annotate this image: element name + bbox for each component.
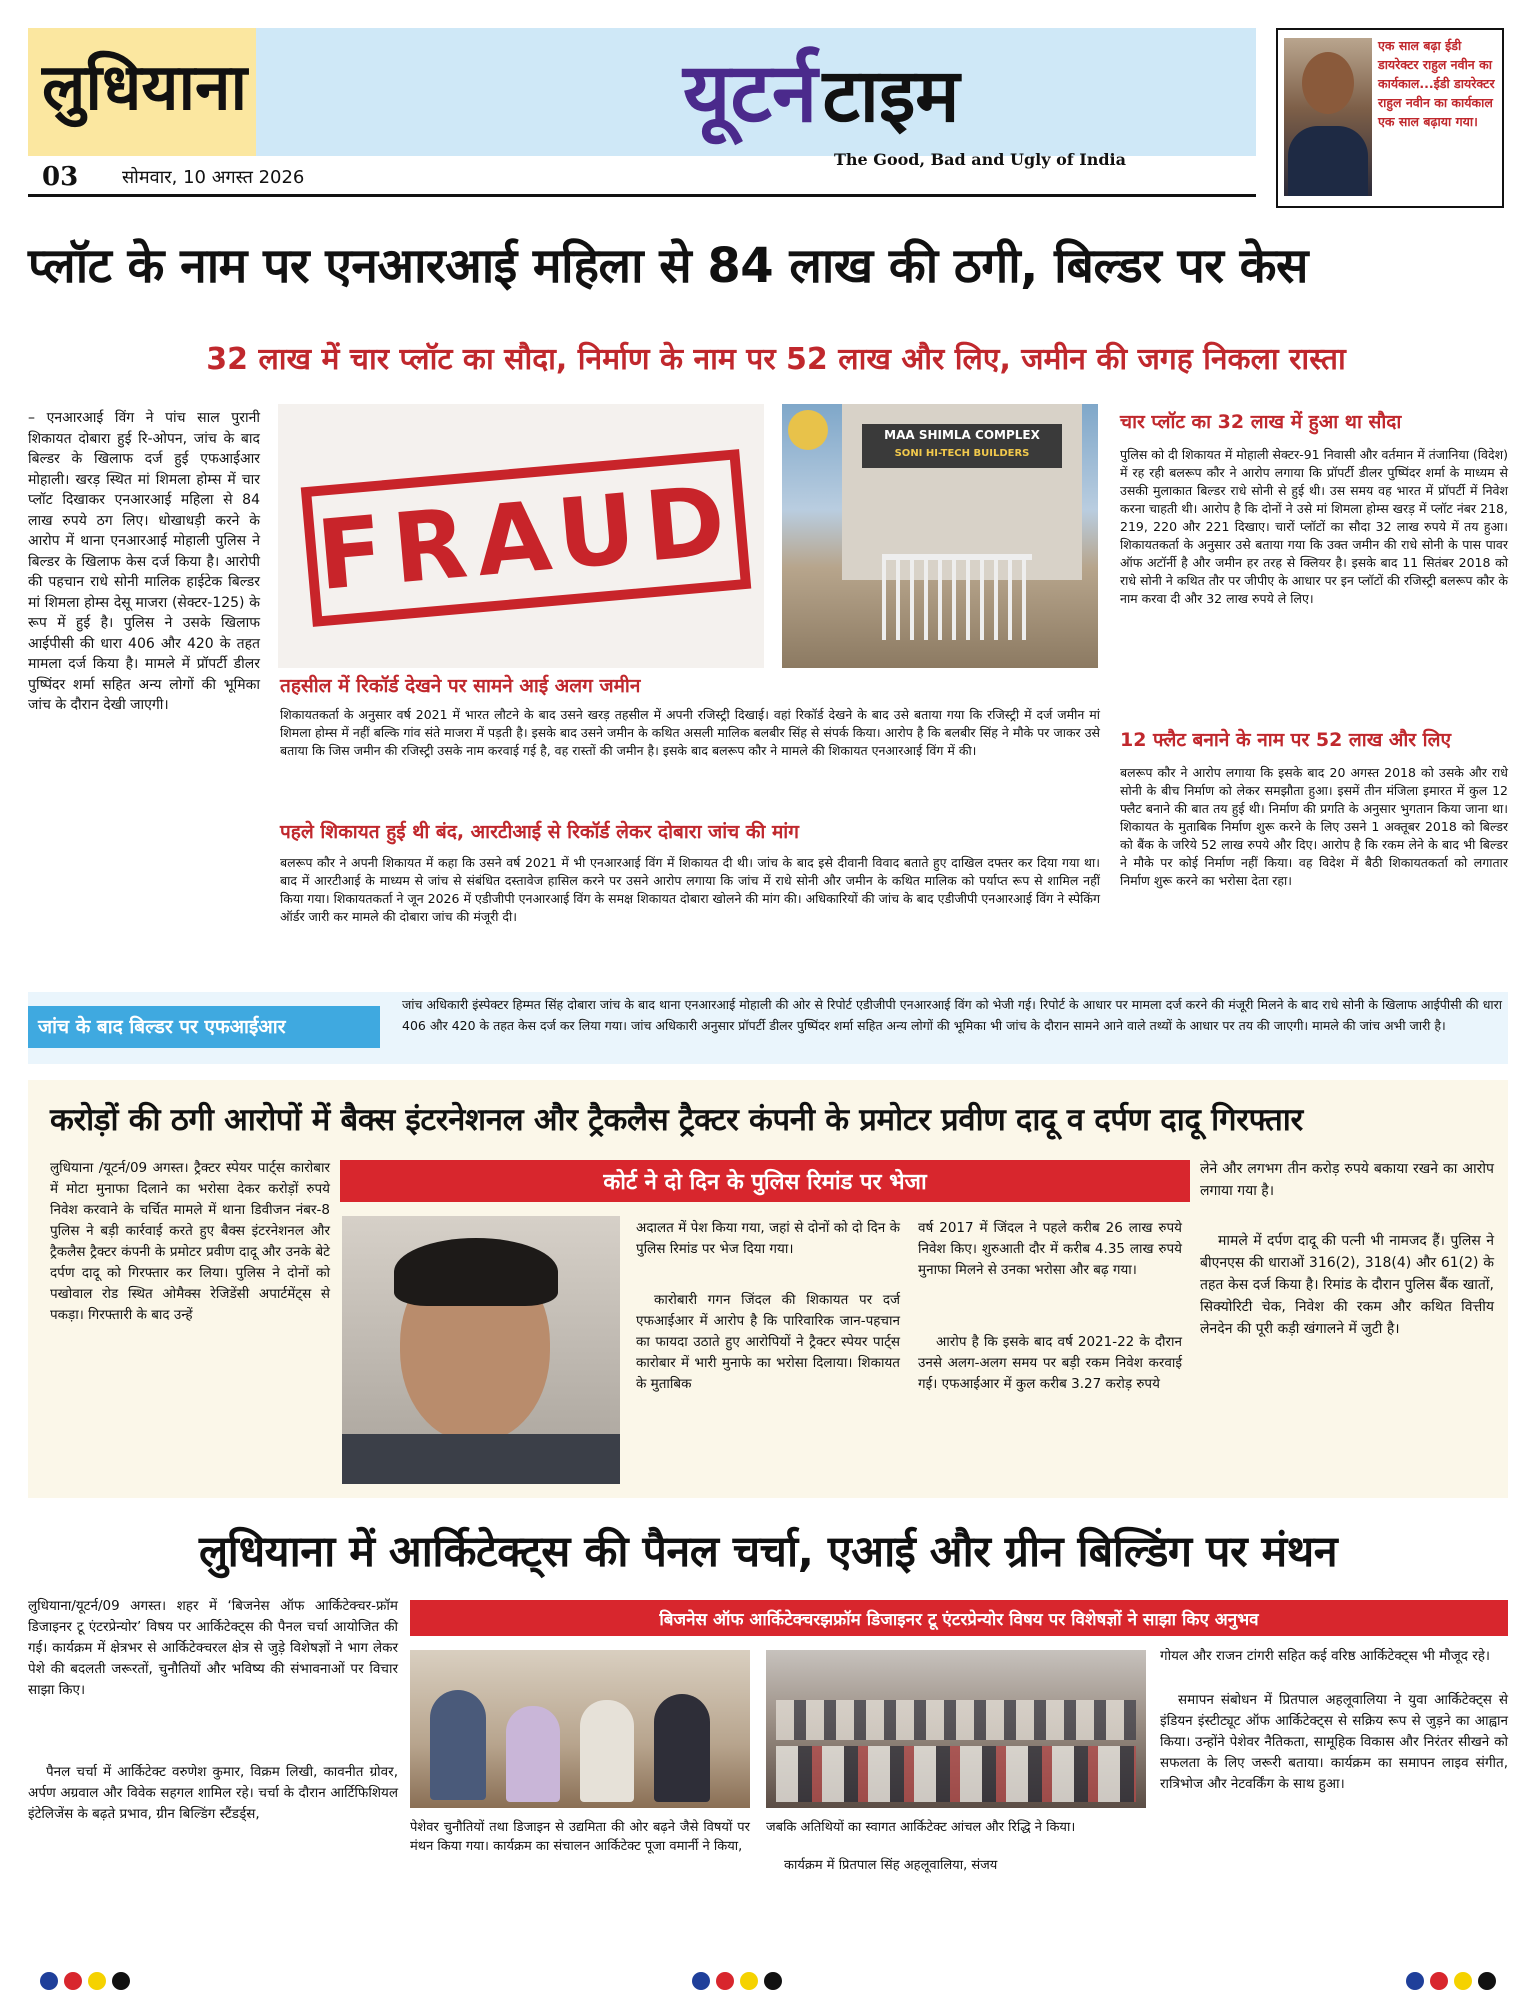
fraud-stamp [301,449,752,627]
story2-col4a: लेने और लगभग तीन करोड़ रुपये बकाया रखने का आरोप लगाया गया है। [1200,1161,1494,1199]
reg-dot-black [1478,1972,1496,1990]
brand-logo [683,46,960,156]
panel-photo-caption: पेशेवर चुनौतियों तथा डिजाइन से उद्यमिता की ओर बढ़ने जैसे विषयों पर मंथन किया गया। कार्यक्रम का संचालन आर्किटेक्ट पूजा वमार्नी ने किया, [410,1820,750,1854]
page-number: 03 [42,162,79,192]
story2-red-banner-text: कोर्ट ने दो दिन के पुलिस रिमांड पर भेजा [603,1170,927,1195]
story1-left-column: – एनआरआई विंग ने पांच साल पुरानी शिकायत दोबारा हुई रि-ओपन, जांच के बाद बिल्डर के खिलाफ दर्ज हुई एफआईआर मोहाली। खरड़ स्थित मां शिमला होम्स में चार प्लॉट दिखाकर एनआरआई महिला से 84 लाख रुपये ठग लिए। धोखाधड़ी करने के आरोप में थाना एनआरआई मोहाली पुलिस ने बिल्डर के खिलाफ केस दर्ज किया है। आरोपी की पहचान राधे सोनी मालिक हाईटेक बिल्डर मां शिमला होम्स देसू माजरा (सेक्टर-125) के रूप में हुई है। पुलिस ने उसके खिलाफ आईपीसी की धारा 406 और 420 के तहत मामला दर्ज किया है। मामले में प्रॉपर्टी डीलर पुष्पिंदर शर्मा सहित अन्य लोगों की भूमिका जांच के दौरान देखी जाएगी। [28,410,260,713]
panel-person-4 [654,1694,710,1802]
panel-person-1 [430,1690,486,1800]
story2-col2a: अदालत में पेश किया गया, जहां से दोनों को दो दिन के पुलिस रिमांड पर भेज दिया गया। [636,1220,900,1257]
reg-dot-yellow [740,1972,758,1990]
story1-section3-body: पुलिस को दी शिकायत में मोहाली सेक्टर-91 निवासी और वर्तमान में तंजानिया (विदेश) में रह रही बलरूप कौर ने आरोप लगाया कि प्रॉपर्टी डीलर पुष्पिंदर शर्मा के माध्यम से उसकी मुलाकात बिल्डर राधे सोनी से हुई थी। उस समय वह भारत में प्रॉपर्टी में निवेश करना चाहती थी। आरोप है कि दोनों ने उसे मां शिमला होम्स खरड़ में प्लॉट नंबर 218, 219, 220 और 221 दिखाए। चारों प्लॉटों का सौदा 32 लाख रुपये में तय हुआ। शिकायतकर्ता के अनुसार उसे बताया गया कि उक्त जमीन की राधे सोनी के पास पावर ऑफ अटॉर्नी है और जमीन हर तरह से क्लियर है। इसके बाद 11 सितंबर 2018 को राधे सोनी ने कथित तौर पर जीपीए के आधार पर इन प्लॉटों की रजिस्ट्री बलरूप कौर के नाम करवा दी और 32 लाख रुपये ले लिए। [1120,447,1509,606]
brand-part2: टाइम [822,53,960,139]
tagline: The Good, Bad and Ugly of India [834,150,1126,169]
panel-person-3 [580,1700,634,1802]
brand-part1: यूटर्न [683,46,818,141]
story1-section3-title: चार प्लॉट का 32 लाख में हुआ था सौदा [1120,411,1402,433]
story3-col1b: पैनल चर्चा में आर्किटेक्ट वरुणेश कुमार, विक्रम लिखी, कावनीत ग्रोवर, अर्पण अग्रवाल और विवेक सहगल शामिल रहे। चर्चा के दौरान आर्टिफिशियल इंटेलिजेंस के बढ़ते प्रभाव, ग्रीन बिल्डिंग स्टैंडर्ड्स, [28,1764,398,1822]
story3-red-banner [410,1600,1508,1636]
story1-subheadline: 32 लाख में चार प्लॉट का सौदा, निर्माण के नाम पर 52 लाख और लिए, जमीन की जगह निकला रास्ता [206,342,1346,377]
reg-dot-red [64,1972,82,1990]
reg-dot-red [1430,1972,1448,1990]
registration-marks-left [40,1972,130,1990]
group-photo [766,1650,1146,1808]
accused-photo [342,1216,620,1484]
city-name: लुधियाना [42,51,248,125]
registration-marks-right [1406,1972,1496,1990]
story1-section4-body: बलरूप कौर ने आरोप लगाया कि इसके बाद 20 अगस्त 2018 को उसके और राधे सोनी के बीच निर्माण को लेकर समझौता हुआ। इसमें तीन मंजिला इमारत में कुल 12 फ्लैट बनाने की बात तय हुई थी। निर्माण की प्रगति के अनुसार भुगतान किया जाना था। शिकायत के मुताबिक निर्माण शुरू करने के लिए उसने 1 अक्तूबर 2018 को बिल्डर को बैंक के जरिये 52 लाख रुपये और दिए। आरोप है कि रकम लेने के बाद भी बिल्डर ने मौके पर कोई निर्माण नहीं किया। वह विदेश में बैठी शिकायतकर्ता को लगातार निर्माण शुरू करने का भरोसा देता रहा। [1120,765,1508,888]
story3-headline: लुधियाना में आर्किटेक्ट्स की पैनल चर्चा, एआई और ग्रीन बिल्डिंग पर मंथन [198,1527,1338,1577]
story1-headline: प्लॉट के नाम पर एनआरआई महिला से 84 लाख की ठगी, बिल्डर पर केस [28,238,1308,294]
group-photo-caption-2: कार्यक्रम में प्रितपाल सिंह अहलूवालिया, संजय [784,1858,998,1873]
portrait-head-shape [1302,52,1354,114]
story3-col4a: गोयल और राजन टांगरी सहित कई वरिष्ठ आर्किटेक्ट्स भी मौजूद रहे। [1160,1648,1491,1664]
story1-section1-title: तहसील में रिकॉर्ड देखने पर सामने आई अलग जमीन [280,675,641,697]
story3-red-banner-text: बिजनेस ऑफ आर्किटेक्चरझफ्रॉम डिजाइनर टू एंटरप्रेन्योर विषय पर विशेषज्ञों ने साझा किए अनुभव [659,1609,1259,1630]
story2-red-banner [340,1160,1190,1202]
panel-person-2 [506,1706,560,1802]
issue-date: सोमवार, 10 अगस्त 2026 [122,167,305,188]
accused-shoulder-shape [342,1434,620,1484]
registration-marks-center [692,1972,782,1990]
story2-col1: लुधियाना /यूटर्न/09 अगस्त। ट्रैक्टर स्पेयर पार्ट्स कारोबार में मोटा मुनाफा दिलाने का भरोसा देकर करोड़ों रुपये निवेश करवाने के चर्चित मामले में थाना डिवीजन नंबर-8 पुलिस ने बड़ी कार्रवाई करते हुए बैक्स इंटरनेशनल और ट्रैकलैस ट्रैक्टर कंपनी के प्रमोटर प्रवीण दादू और उनके बेटे दर्पण दादू को गिरफ्तार कर लिया। पुलिस ने दोनों को पखोवाल रोड स्थित ओमैक्स रेजिडेंसी अपार्टमेंट्स से पकड़ा। गिरफ्तारी के बाद उन्हें [50,1160,330,1323]
story1-section2-body: बलरूप कौर ने अपनी शिकायत में कहा कि उसने वर्ष 2021 में भी एनआरआई विंग में शिकायत दी थी। जांच के बाद इसे दीवानी विवाद बताते हुए दाखिल दफ्तर कर दिया गया था। बाद में आरटीआई के माध्यम से जांच से संबंधित दस्तावेज हासिल करने पर उसने आरोप लगाया कि जांच में राधे सोनी और जमीन के कथित मालिक को पर्याप्त रूप से शामिल नहीं किया गया। शिकायतकर्ता ने जून 2026 में एडीजीपी एनआरआई विंग के समक्ष शिकायत दोबारा खोलने की मांग की। अधिकारियों की जांच के बाद एडीजीपी एनआरआई विंग ने स्पेकिंग ऑर्डर जारी कर मामले की दोबारा जांच की मंजूरी दी। [280,855,1100,924]
story1-bar-text: जांच अधिकारी इंस्पेक्टर हिम्मत सिंह दोबारा जांच के बाद थाना एनआरआई मोहाली की ओर से रिपोर्ट एडीजीपी एनआरआई विंग को भेजी गई। रिपोर्ट के आधार पर मामला दर्ज करने की मंजूरी मिलने के बाद राधे सोनी के खिलाफ आईपीसी की धारा 406 और 420 के तहत केस दर्ज कर लिया गया। जांच अधिकारी अनुसार प्रॉपर्टी डीलर पुष्पिंदर शर्मा सहित अन्य लोगों की भूमिका भी जांच के दौरान सामने आने वाले तथ्यों के आधार पर तय की जाएगी। मामले की जांच अभी जारी है। [402,997,1502,1033]
reg-dot-red [716,1972,734,1990]
story1-section1-body: शिकायतकर्ता के अनुसार वर्ष 2021 में भारत लौटने के बाद उसने खरड़ तहसील में अपनी रजिस्ट्री दिखाई। वहां रिकॉर्ड देखने के बाद उसे बताया गया कि रजिस्ट्री में दर्ज जमीन मां शिमला होम्स में नहीं बल्कि गांव संते माजरा में पड़ती है। इसके बाद उसने जमीन के कथित असली मालिक बलबीर सिंह से संपर्क किया। आरोप है कि बलबीर सिंह ने मौके पर जाकर उसे बताया कि जिस जमीन की रजिस्ट्री उसके नाम करवाई गई है, वह रास्तों की जमीन है। इसके बाद बलरूप कौर ने मामले की शिकायत एनआरआई विंग में की। [280,707,1100,758]
story3-col1a: लुधियाना/यूटर्न/09 अगस्त। शहर में ‘बिजनेस ऑफ आर्किटेक्चर-फ्रॉम डिजाइनर टू एंटरप्रेन्योर’ विषय पर आर्किटेक्ट्स की पैनल चर्चा आयोजित की गई। कार्यक्रम में क्षेत्रभर से आर्किटेक्चरल क्षेत्र से जुड़े विशेषज्ञों ने भाग लेकर पेशे की बदलती जरूरतों, चुनौतियों और भविष्य की संभावनाओं पर विचार साझा किए। [28,1598,398,1698]
portrait-body-shape [1288,126,1368,196]
complex-sign-line1: MAA SHIMLA COMPLEX [884,428,1040,442]
side-brief-text: एक साल बढ़ा ईडी डायरेक्टर राहुल नवीन का कार्यकाल...ईडी डायरेक्टर राहुल नवीन का कार्यकाल एक साल बढ़ाया गया। [1378,38,1495,129]
fraud-stamp-text: FRAUD [312,463,740,613]
reg-dot-black [764,1972,782,1990]
story2-headline: करोड़ों की ठगी आरोपों में बैक्स इंटरनेशनल और ट्रैकलैस ट्रैक्टर कंपनी के प्रमोटर प्रवीण दादू व दर्पण दादू गिरफ्तार [50,1102,1303,1138]
story1-bar-label: जांच के बाद बिल्डर पर एफआईआर [38,1016,286,1038]
group-photo-caption-1: जबकि अतिथियों का स्वागत आर्किटेक्ट आंचल और रिद्धि ने किया। [766,1820,1076,1835]
reg-dot-blue [40,1972,58,1990]
reg-dot-yellow [1454,1972,1472,1990]
reg-dot-blue [692,1972,710,1990]
group-row-front [776,1746,1136,1802]
complex-gate [882,554,1032,640]
fraud-stamp-image [278,404,764,668]
story2-col2b: कारोबारी गगन जिंदल की शिकायत पर दर्ज एफआईआर में आरोप है कि पारिवारिक जान-पहचान का फायदा उठाते हुए आरोपियों ने ट्रैक्टर स्पेयर पार्ट्स कारोबार में भारी मुनाफे का भरोसा दिलाया। शिकायत के मुताबिक [636,1292,900,1392]
story1-section2-title: पहले शिकायत हुई थी बंद, आरटीआई से रिकॉर्ड लेकर दोबारा जांच की मांग [280,821,799,843]
reg-dot-black [112,1972,130,1990]
story1-bottom-bar [28,992,1508,1064]
story3-col4b: समापन संबोधन में प्रितपाल अहलूवालिया ने युवा आर्किटेक्ट्स से इंडियन इंस्टीट्यूट ऑफ आर्किटेक्ट्स से सक्रिय रूप से जुड़ने का आह्वान किया। उन्होंने पेशेवर नैतिकता, सामूहिक विकास और निरंतर सीखने को सफलता के लिए जरूरी बताया। कार्यक्रम का समापन लाइव संगीत, रात्रिभोज और नेटवर्किंग के साथ हुआ। [1160,1692,1508,1792]
side-brief-box [1276,28,1504,208]
reg-dot-yellow [88,1972,106,1990]
story2-col3b: आरोप है कि इसके बाद वर्ष 2021-22 के दौरान उनसे अलग-अलग समय पर बड़ी रकम निवेश करवाई गई। एफआईआर में कुल करीब 3.27 करोड़ रुपये [918,1334,1182,1392]
complex-gate-photo [782,404,1098,668]
masthead [28,28,1508,210]
story1-section4-title: 12 फ्लैट बनाने के नाम पर 52 लाख और लिए [1120,729,1451,751]
complex-sign-line2: SONI HI-TECH BUILDERS [894,448,1030,459]
reg-dot-blue [1406,1972,1424,1990]
story2-col4b: मामले में दर्पण दादू की पत्नी भी नामजद हैं। पुलिस ने बीएनएस की धाराओं 316(2), 318(4) और 61(2) के तहत केस दर्ज किया है। रिमांड के दौरान पुलिस बैंक खातों, सिक्योरिटी चेक, निवेश की रकम और कथित वित्तीय लेनदेन की पूरी कड़ी खंगालने में जुटी है। [1200,1233,1494,1337]
story2-col3a: वर्ष 2017 में जिंदल ने पहले करीब 26 लाख रुपये निवेश किए। शुरुआती दौर में करीब 4.35 लाख रुपये मुनाफा मिलने से उनका भरोसा और बढ़ गया। [918,1220,1182,1278]
masthead-rule [28,194,1256,197]
group-row-back [776,1700,1136,1740]
complex-logo-badge [788,410,828,450]
panel-discussion-photo [410,1650,750,1808]
official-portrait [1284,38,1372,196]
accused-hair-shape [394,1238,558,1306]
